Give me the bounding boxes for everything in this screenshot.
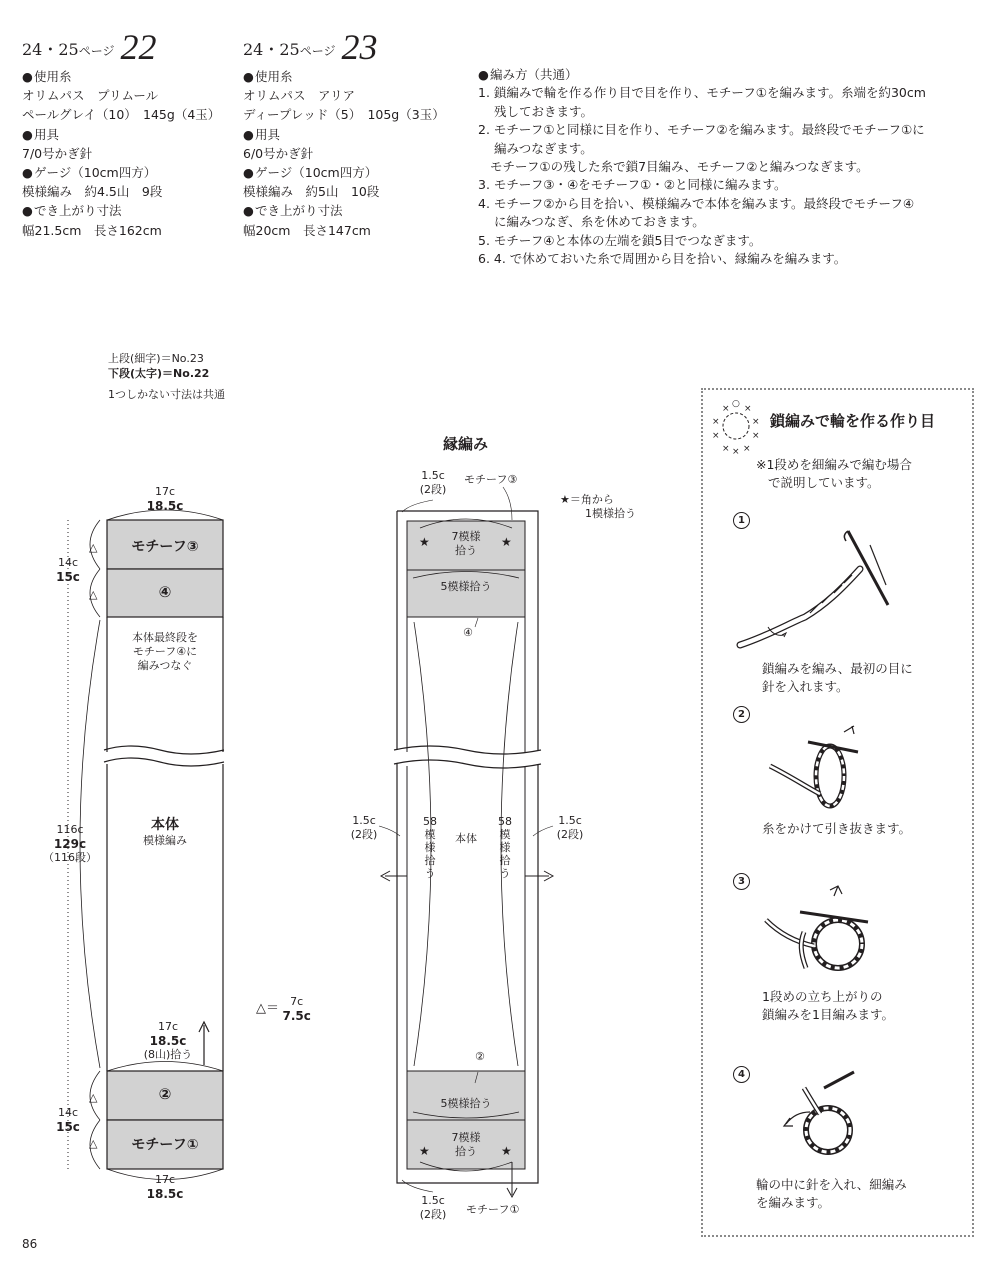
motif4-mark: ④ [463, 626, 473, 639]
step1-text: 鎖編みを編み、最初の目に 針を入れます。 [762, 661, 913, 694]
step4-number: 4 [733, 1066, 750, 1083]
star-note: ★＝角から 1模様拾う [560, 493, 636, 520]
body-join-note: 本体最終段を モチーフ④に 編みつなぐ [132, 631, 198, 672]
step3-text: 1段めの立ち上がりの 鎖編みを1目編みます。 [762, 989, 894, 1022]
svg-text:△: △ [89, 1137, 98, 1150]
instruction-line: 5. モチーフ④と本体の左端を鎖5目でつなぎます。 [478, 232, 762, 248]
chain-ring-symbol-icon [706, 396, 766, 456]
instruction-line: モチーフ①の残した糸で鎖7目編み、モチーフ②と編みつなぎます。 [490, 159, 869, 175]
pattern22-number: 22 [120, 27, 157, 67]
step4-illustration [770, 1068, 880, 1168]
side-right-pick: 58 模 様 拾 う [498, 815, 512, 880]
star-icon: ★ [419, 1144, 430, 1158]
star-icon: ★ [501, 1144, 512, 1158]
instruction-line: 3. モチーフ③・④をモチーフ①・②と同様に編みます。 [478, 177, 787, 193]
svg-text:×: × [752, 417, 760, 427]
svg-text:×: × [752, 431, 760, 441]
svg-text:△: △ [89, 1091, 98, 1104]
page-number: 86 [22, 1237, 38, 1251]
chain-panel-note: ※1段めを細編みで編む場合 で説明しています。 [756, 457, 912, 490]
triangle-key: △＝ 7c 7.5c [256, 995, 311, 1023]
edge-body-label: 本体 [455, 832, 477, 845]
step2-illustration [760, 716, 880, 816]
instruction-line: 編みつなぎます。 [494, 140, 593, 156]
step4-text: 輪の中に針を入れ、細編み を編みます。 [756, 1177, 907, 1210]
instruction-line: 2. モチーフ①と同様に目を作り、モチーフ②を編みます。最終段でモチーフ①に [478, 122, 925, 138]
motif3-ref: モチーフ③ [464, 473, 518, 486]
edge-bottom-dim: 1.5c (2段) [419, 1194, 447, 1221]
edge-motif2 [407, 1071, 525, 1120]
svg-text:△: △ [89, 588, 98, 601]
svg-text:×: × [743, 444, 751, 454]
step1-number: 1 [733, 512, 750, 529]
top-motif-height: 14c 15c [56, 556, 80, 584]
top-pick-motif4: 5模様拾う [440, 580, 492, 593]
legend-upper: 上段(細字)＝No.23 [108, 352, 204, 365]
instruction-line: 4. モチーフ②から目を拾い、模様編みで本体を編みます。最終段でモチーフ④ [478, 195, 915, 211]
step3-number: 3 [733, 873, 750, 890]
motif2-label: ② [158, 1085, 172, 1103]
star-icon: ★ [419, 535, 430, 549]
pattern23-heading: 24・25ページ 23 [243, 27, 378, 67]
step2-text: 糸をかけて引き抜きます。 [762, 821, 912, 836]
svg-text:△: △ [89, 541, 98, 554]
bottom-pick: 7模様 拾う [451, 1131, 481, 1158]
body-height: 116c 129c （116段） [43, 823, 97, 864]
pattern23-number: 23 [341, 27, 378, 67]
bottom-pick-motif2: 5模様拾う [440, 1097, 492, 1110]
body-label: 本体 模様編み [143, 817, 187, 847]
bottom-width: 17c 18.5c [146, 1173, 184, 1201]
svg-text:×: × [712, 417, 720, 427]
instructions: ●編み方（共通） 1. 鎖編みで輪を作る作り目で目を作り、モチーフ①を編みます。糸端を約30cm 残しておきます。 2. モチーフ①と同様に目を作り、モチーフ②を編みます。最終段でモチーフ①に 編みつなぎます。 モチーフ①の残した糸で鎖7目編み、モチーフ②と編みつなぎます。 3. モチーフ③・④をモチーフ①・②と同様に編みます。 4. モチーフ②から目を拾い、模様編みで本体を編みます。最終段でモチーフ④ に編みつなぎ、糸を休めておきます。 5. モチーフ④と本体の左端を鎖5目でつなぎます。 6. 4. で休めておいた糸で周囲から目を拾い、縁編みを編みます。 [478, 66, 926, 268]
legend-lower: 下段(太字)＝No.22 [108, 367, 210, 380]
motif4-label: ④ [158, 583, 172, 601]
edge-diagram-title: 縁編み [443, 435, 489, 453]
motif1-label: モチーフ① [131, 1137, 199, 1153]
step2-number: 2 [733, 706, 750, 723]
pattern22-specs: ●使用糸 オリムパス プリムール ペールグレイ（10） 145g（4玉） ●用具 7/0号かぎ針 ●ゲージ（10cm四方） 模様編み 約4.5山 9段 ●でき上がり寸法 幅21.5cm 長さ162cm [22, 69, 221, 238]
motif1-ref: モチーフ① [466, 1203, 520, 1216]
pattern22-heading: 24・25ページ 22 [22, 27, 157, 67]
svg-text:×: × [722, 444, 730, 454]
bottom-motif-height: 14c 15c [56, 1106, 80, 1134]
instructions-title: 編み方（共通） [490, 67, 578, 82]
svg-text:×: × [722, 404, 730, 414]
legend-note: 1つしかない寸法は共通 [108, 388, 225, 401]
top-pick: 7模様 拾う [451, 530, 481, 557]
step3-illustration [760, 882, 880, 982]
motif2-mark: ② [475, 1050, 485, 1063]
motif3-label: モチーフ③ [131, 539, 199, 555]
svg-text:×: × [744, 404, 752, 414]
instruction-line: に編みつなぎ、糸を休めておきます。 [494, 214, 705, 230]
star-icon: ★ [501, 535, 512, 549]
step1-illustration [730, 525, 910, 660]
edge-top-dim: 1.5c (2段) [419, 469, 447, 496]
side-left-dim: 1.5c (2段) [350, 814, 378, 841]
svg-text:×: × [712, 431, 720, 441]
instruction-line: 残しておきます。 [494, 103, 594, 119]
side-right-dim: 1.5c (2段) [556, 814, 584, 841]
top-width: 17c 18.5c [146, 485, 184, 513]
instruction-line: 1. 鎖編みで輪を作る作り目で目を作り、モチーフ①を編みます。糸端を約30cm [478, 85, 926, 101]
svg-text:○: ○ [732, 399, 740, 409]
side-left-pick: 58 模 様 拾 う [423, 815, 437, 880]
chain-panel-title: 鎖編みで輪を作る作り目 [770, 412, 936, 430]
svg-text:×: × [732, 447, 740, 456]
pick-width: 17c 18.5c (8山)拾う [143, 1020, 193, 1061]
pattern23-specs: ●使用糸 オリムパス アリア ディープレッド（5） 105g（3玉） ●用具 6/0号かぎ針 ●ゲージ（10cm四方） 模様編み 約5山 10段 ●でき上がり寸法 幅20cm 長さ147cm [243, 69, 445, 238]
instruction-line: 6. 4. で休めておいた糸で周囲から目を拾い、縁編みを編みます。 [478, 251, 847, 267]
